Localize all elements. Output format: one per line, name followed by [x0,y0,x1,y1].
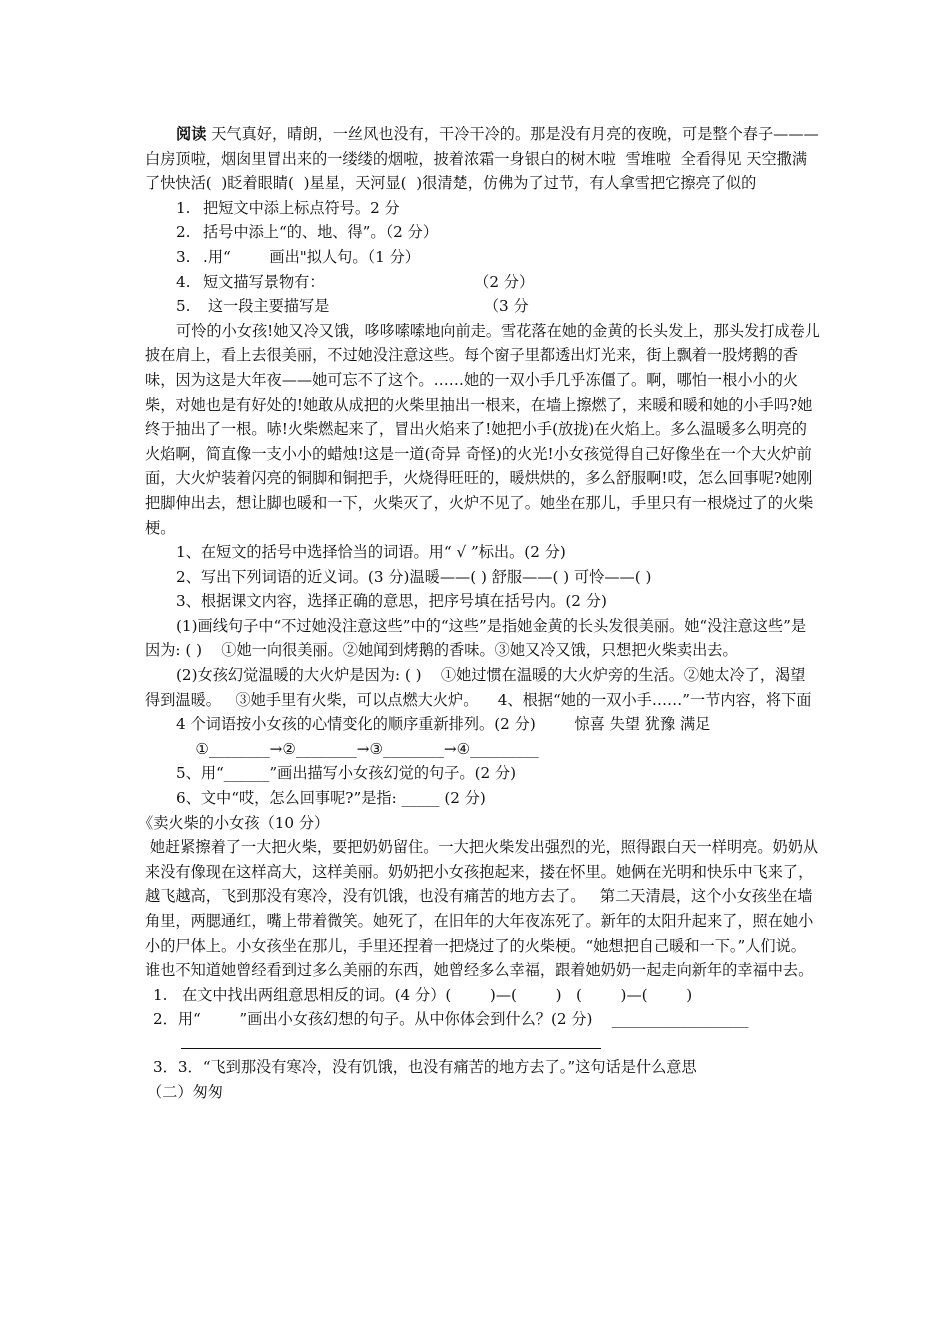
question-2-4: 4 个词语按小女孩的心情变化的顺序重新排列。(2 分) 惊喜 失望 犹豫 满足 [176,715,711,734]
question-3-2: 2．用“ ”画出小女孩幻想的句子。从中你体会到什么？(2 分) __________________ [153,1010,749,1029]
passage-2: 可怜的小女孩!她又冷又饿，哆哆嗦嗦地向前走。雪花落在她的金黄的长头发上，那头发打成卷儿披在肩上，看上去很美丽，不过她没注意这些。每个窗子里都透出灯光来，街上飘着一股烤鹅的香味，因为这是大年夜——她可忘不了这个。……她的一双小手几乎冻僵了。啊，哪怕一根小小的火柴，对她也是有好处的!她敢从成把的火柴里抽出一根来，在墙上擦燃了，来暖和暖和她的小手吗?她终于抽出了一根。哧!火柴燃起来了，冒出火焰来了!她把小手(放拢)在火焰上。多么温暖多么明亮的火焰啊，简直像一支小小的蜡烛!这是一道(奇异 奇怪)的火光!小女孩觉得自己好像坐在一个大火炉前面，大火炉装着闪亮的铜脚和铜把手，火烧得旺旺的，暖烘烘的，多么舒服啊!哎，怎么回事呢?她刚把脚伸出去，想让脚也暖和一下，火柴灭了，火炉不见了。她坐在那儿，手里只有一根烧过了的火柴梗。 [145,321,820,537]
next-section-heading: （二）匆匆 [147,1082,223,1101]
section-3-passage: 她赶紧擦着了一大把火柴，要把奶奶留住。一大把火柴发出强烈的光，照得跟白天一样明亮。奶奶从来没有像现在这样高大，这样美丽。奶奶把小女孩抱起来，搂在怀里。她俩在光明和快乐中飞来了，越飞越高，飞到那没有寒冷，没有饥饿，也没有痛苦的地方去了。 第二天清晨，这个小女孩坐在墙角里，两腮通红，嘴上带着微笑。她死了，在旧年的大年夜冻死了。新年的太阳升起来了，照在她小小的尸体上。小女孩坐在那儿，手里还捏着一把烧过了的火柴梗。“她想把自己暖和一下。”人们说。谁也不知道她曾经看到过多么美丽的东西，她曾经多么幸福，跟着她奶奶一起走向新年的幸福中去。 [145,838,819,980]
question-3-3: 3．3．“飞到那没有寒冷，没有饥饿，也没有痛苦的地方去了。”这句话是什么意思 [153,1057,697,1076]
answer-line [181,1032,601,1049]
question-1-2: 2. 括号中添上“的、地、得”。（2 分） [176,223,439,242]
question-2-1: 1、在短文的括号中选择恰当的词语。用“ √ ”标出。(2 分) [176,543,566,562]
document-page [138,122,820,1104]
question-3-1: 1. 在文中找出两组意思相反的词。(4 分）( )—( ) ( )—( ) [153,985,693,1004]
section-3-title: 《卖火柴的小女孩（10 分） [138,813,330,832]
question-1-1: 1. 把短文中添上标点符号。2 分 [176,198,400,217]
question-2-3: 3、根据课文内容，选择正确的意思，把序号填在括号内。(2 分) [176,592,607,611]
question-2-3b: (2)女孩幻觉温暖的大火炉是因为: ( ) ①她过惯在温暖的大火炉旁的生活。②她太冷了，渴望得到温暖。 ③她手里有火柴，可以点燃大火炉。 4、根据“她的一双小手……”一节内容，将下面 [145,666,812,709]
question-2-3a: (1)画线句子中“不过她没注意这些”中的“这些”是指她金黄的长头发很美丽。她“没注意这些”是因为: ( ) ①她一向很美丽。②她闻到烤鹅的香味。③她又冷又饿，只想把火柴卖出去。 [145,616,807,660]
question-2-6: 6、文中“哎，怎么回事呢?”是指: _____ (2 分) [176,789,486,808]
reading-label: 阅读 [176,125,207,143]
passage-1-text: 天气真好，晴朗，一丝风也没有，干冷干冷的。那是没有月亮的夜晚，可是整个春子———白房顶啦，烟囱里冒出来的一缕缕的烟啦，披着浓霜一身银白的树木啦 雪堆啦 全看得见 天空撒满了快快活( )眨着眼睛( )星星，天河显( )很清楚，仿佛为了过节，有人拿雪把它擦亮了似的 [145,125,819,193]
question-2-5: 5、用“______”画出描写小女孩幻觉的句子。(2 分) [176,764,517,783]
question-1-3: 3. .用“ 画出"拟人句。（1 分） [176,247,420,266]
passage-1 [145,122,820,196]
question-1-5: 5. 这一段主要描写是 （3 分 [176,297,529,316]
question-2-4-blanks: ①________→②________→③________→④_________ [176,739,539,758]
question-1-4: 4. 短文描写景物有： （2 分） [176,272,535,291]
question-2-2: 2、写出下列词语的近义词。(3 分)温暖——( ) 舒服——( ) 可怜——( ) [176,567,652,586]
